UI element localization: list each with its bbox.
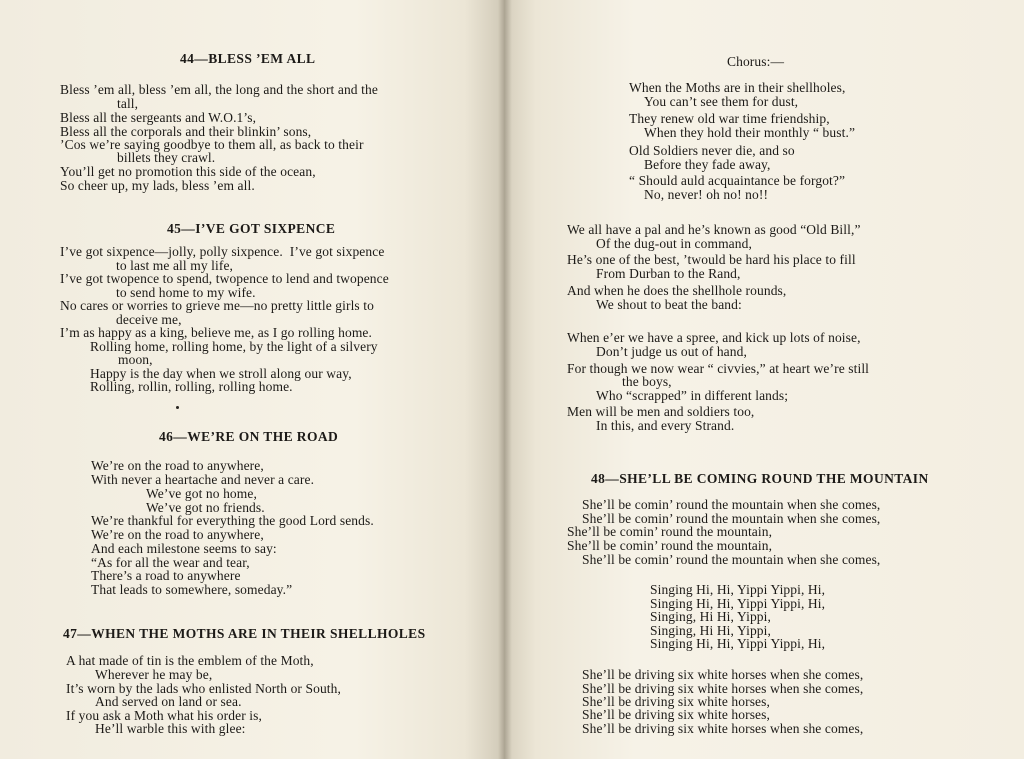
lyric-line: Singing Hi, Hi, Yippi Yippi, Hi,	[650, 636, 826, 651]
lyric-line: He’s one of the best, ’twould be hard his place to fill	[567, 252, 856, 267]
lyric-line: moon,	[118, 352, 153, 367]
lyric-line: We’re thankful for everything the good Lord sends.	[91, 513, 374, 528]
song-47-title: 47—WHEN THE MOTHS ARE IN THEIR SHELLHOLES	[63, 626, 426, 641]
song-46-title: 46—WE’RE ON THE ROAD	[159, 429, 339, 444]
ink-speck	[176, 406, 179, 409]
lyric-line: And each milestone seems to say:	[91, 541, 277, 556]
lyric-line: I’ve got twopence to spend, twopence to lend and twopence	[60, 271, 389, 286]
lyric-line: She’ll be comin’ round the mountain,	[567, 538, 773, 553]
lyric-line: Singing Hi, Hi, Yippi Yippi, Hi,	[650, 582, 826, 597]
lyric-line: Happy is the day when we stroll along our way,	[90, 366, 352, 381]
lyric-line: I’m as happy as a king, believe me, as I go rolling home.	[60, 325, 372, 340]
lyric-line: It’s worn by the lads who enlisted North or South,	[66, 681, 341, 696]
lyric-line: the boys,	[622, 374, 672, 389]
song-48-title: 48—SHE’LL BE COMING ROUND THE MOUNTAIN	[591, 471, 929, 486]
lyric-line: They renew old war time friendship,	[629, 111, 830, 126]
lyric-line: Rolling, rollin, rolling, rolling home.	[90, 379, 293, 394]
lyric-line: She’ll be driving six white horses when she comes,	[582, 681, 864, 696]
lyric-line: And when he does the shellhole rounds,	[567, 283, 787, 298]
lyric-line: No cares or worries to grieve me—no pretty little girls to	[60, 298, 374, 313]
lyric-line: No, never! oh no! no!!	[644, 187, 769, 202]
lyric-line: Bless all the corporals and their blinkin’ sons,	[60, 124, 312, 139]
lyric-line: You’ll get no promotion this side of the ocean,	[60, 164, 316, 179]
lyric-line: A hat made of tin is the emblem of the Moth,	[66, 653, 314, 668]
lyric-line: “As for all the wear and tear,	[91, 555, 250, 570]
lyric-line: We’re on the road to anywhere,	[91, 458, 264, 473]
lyric-line: She’ll be driving six white horses,	[582, 707, 770, 722]
lyric-line: Rolling home, rolling home, by the light of a silvery	[90, 339, 378, 354]
lyric-line: Bless all the sergeants and W.O.1’s,	[60, 110, 257, 125]
song-45-title: 45—I’VE GOT SIXPENCE	[167, 221, 336, 236]
right-page	[505, 0, 1024, 759]
song-44-title: 44—BLESS ’EM ALL	[180, 51, 316, 66]
lyric-line: to send home to my wife.	[116, 285, 256, 300]
lyric-line: She’ll be driving six white horses when she comes,	[582, 721, 864, 736]
lyric-line: When e’er we have a spree, and kick up lots of noise,	[567, 330, 861, 345]
lyric-line: In this, and every Strand.	[596, 418, 735, 433]
lyric-line: That leads to somewhere, someday.”	[91, 582, 293, 597]
chorus-label: Chorus:—	[727, 54, 785, 69]
lyric-line: deceive me,	[116, 312, 182, 327]
lyric-line: And served on land or sea.	[95, 694, 242, 709]
lyric-line: There’s a road to anywhere	[91, 568, 241, 583]
lyric-line: Singing, Hi Hi, Yippi,	[650, 609, 771, 624]
lyric-line: We’ve got no home,	[146, 486, 257, 501]
lyric-line: For though we now wear “ civvies,” at heart we’re still	[567, 361, 870, 376]
lyric-line: So cheer up, my lads, bless ’em all.	[60, 178, 255, 193]
lyric-line: Who “scrapped” in different lands;	[596, 388, 789, 403]
lyric-line: If you ask a Moth what his order is,	[66, 708, 262, 723]
lyric-line: She’ll be comin’ round the mountain when she comes,	[582, 497, 881, 512]
lyric-line: Don’t judge us out of hand,	[596, 344, 747, 359]
lyric-line: Bless ’em all, bless ’em all, the long and the short and the	[60, 82, 378, 97]
lyric-line: With never a heartache and never a care.	[91, 472, 315, 487]
lyric-line: Men will be men and soldiers too,	[567, 404, 755, 419]
lyric-line: She’ll be comin’ round the mountain when she comes,	[582, 552, 881, 567]
lyric-line: I’ve got sixpence—jolly, polly sixpence. I’ve got sixpence	[60, 244, 385, 259]
lyric-line: ’Cos we’re saying goodbye to them all, as back to their	[60, 137, 364, 152]
lyric-line: Singing, Hi Hi, Yippi,	[650, 623, 771, 638]
lyric-line: We all have a pal and he’s known as good “Old Bill,”	[567, 222, 861, 237]
lyric-line: Of the dug-out in command,	[596, 236, 752, 251]
lyric-line: We’re on the road to anywhere,	[91, 527, 264, 542]
lyric-line: We shout to beat the band:	[596, 297, 742, 312]
lyric-line: When the Moths are in their shellholes,	[629, 80, 846, 95]
lyric-line: Wherever he may be,	[95, 667, 213, 682]
lyric-line: We’ve got no friends.	[146, 500, 265, 515]
lyric-line: She’ll be driving six white horses,	[582, 694, 770, 709]
left-page	[0, 0, 505, 759]
lyric-line: She’ll be driving six white horses when she comes,	[582, 667, 864, 682]
lyric-line: Before they fade away,	[644, 157, 771, 172]
lyric-line: tall,	[117, 96, 139, 111]
lyric-line: to last me all my life,	[116, 258, 234, 273]
lyric-line: When they hold their monthly “ bust.”	[644, 125, 856, 140]
book-gutter	[498, 0, 512, 759]
lyric-line: From Durban to the Rand,	[596, 266, 741, 281]
lyric-line: billets they crawl.	[117, 150, 216, 165]
lyric-line: Old Soldiers never die, and so	[629, 143, 795, 158]
lyric-line: Singing Hi, Hi, Yippi Yippi, Hi,	[650, 596, 826, 611]
lyric-line: He’ll warble this with glee:	[95, 721, 246, 736]
lyric-line: She’ll be comin’ round the mountain when she comes,	[582, 511, 881, 526]
lyric-line: She’ll be comin’ round the mountain,	[567, 524, 773, 539]
lyric-line: “ Should auld acquaintance be forgot?”	[629, 173, 846, 188]
lyric-line: You can’t see them for dust,	[644, 94, 799, 109]
